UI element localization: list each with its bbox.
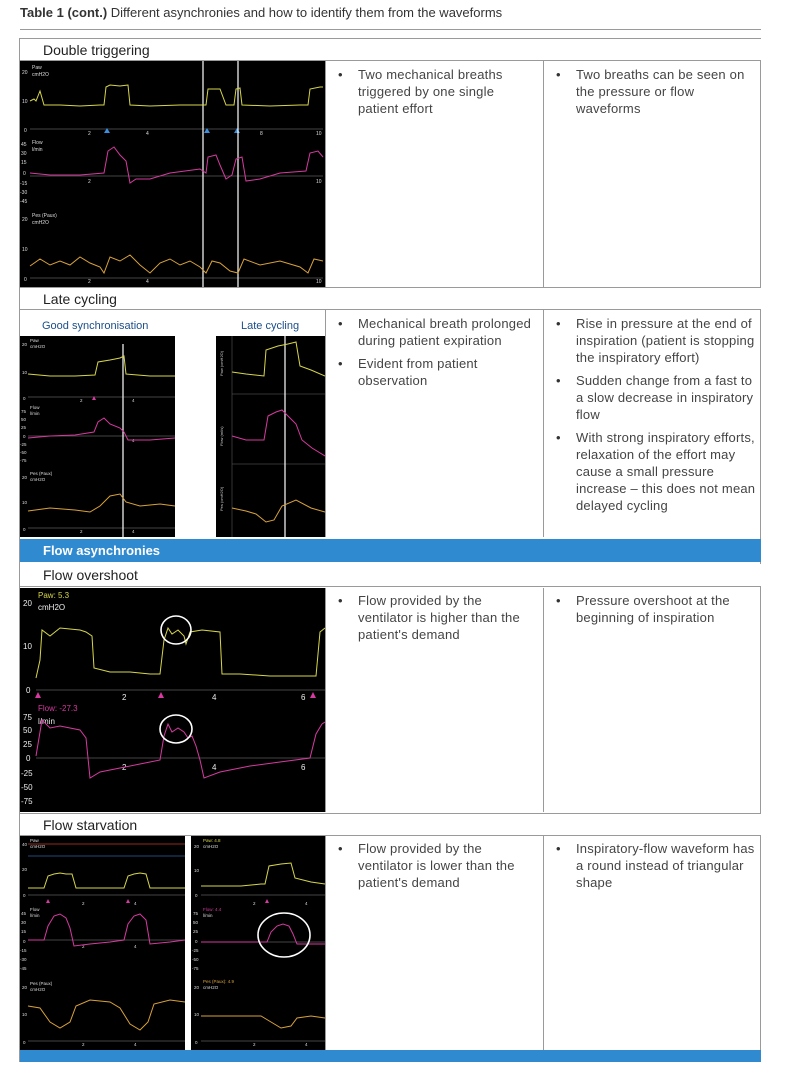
flow-tick: 0	[195, 939, 198, 944]
pes-unit: cmH2O	[203, 985, 219, 990]
x-tick: 4	[134, 901, 137, 906]
flow-tick: 25	[21, 425, 27, 430]
flow-tick: 30	[21, 151, 27, 157]
identification-item: • Rise in pressure at the end of inspiration (patient is stopping the inspiratory effort)	[554, 315, 760, 366]
x-tick: 2	[80, 529, 83, 534]
identification-item: • Two breaths can be seen on the pressure or flow waveforms	[554, 66, 758, 117]
x-tick: 4	[305, 1042, 308, 1047]
pes-label: Pes (Paux): 4.9	[203, 979, 235, 984]
waveform-flow-starvation-right	[191, 836, 325, 1050]
x-tick: 6	[301, 693, 306, 702]
flow-tick: -25	[20, 442, 27, 447]
flow-starvation-description	[336, 840, 536, 897]
flow-tick: 0	[23, 939, 26, 944]
paw-tick: 20	[22, 342, 28, 347]
caption-rule	[20, 29, 761, 30]
col-divider	[325, 310, 326, 537]
flow-unit: l/min	[30, 913, 40, 918]
paw-unit: cmH2O	[30, 344, 46, 349]
x-tick: 10	[316, 131, 322, 137]
pes-tick: 20	[22, 475, 28, 480]
x-tick: 4	[132, 438, 135, 443]
pes-tick: 10	[22, 1012, 28, 1017]
late-cycling-description	[336, 315, 536, 395]
flow-unit: l/min	[32, 147, 43, 153]
paw-unit: cmH2O	[38, 603, 66, 612]
pes-tick: 0	[24, 277, 27, 283]
flow-label: Flow (ml/s)	[219, 426, 224, 446]
paw-tick: 20	[23, 599, 32, 608]
late-cycling-identification	[554, 315, 760, 520]
pes-tick: 20	[22, 985, 28, 990]
paw-tick: 10	[194, 868, 200, 873]
waveform-flow-starvation-left	[20, 836, 185, 1050]
pes-tick: 20	[22, 217, 28, 223]
paw-label: Paw	[32, 65, 42, 71]
x-tick: 2	[88, 179, 91, 185]
paw-tick: 20	[22, 70, 28, 76]
section-header-flow-starvation	[20, 813, 761, 836]
section-header-flow-asynchronies	[20, 539, 761, 562]
pes-label: Pes (Paux)	[30, 471, 53, 476]
flow-overshoot-identification	[554, 592, 758, 632]
paw-unit: cmH2O	[203, 844, 219, 849]
x-tick: 2	[82, 1042, 85, 1047]
table-caption	[20, 5, 502, 20]
flow-tick: -45	[20, 966, 27, 971]
x-tick: 4	[134, 1042, 137, 1047]
col-divider	[325, 61, 326, 287]
pes-tick: 0	[23, 527, 26, 532]
flow-unit: l/min	[203, 913, 213, 918]
flow-tick: -15	[20, 948, 27, 953]
identification-item: • Inspiratory-flow waveform has a round instead of triangular shape	[554, 840, 758, 891]
flow-tick: -50	[20, 450, 27, 455]
x-tick: 4	[146, 131, 149, 137]
flow-tick: -50	[21, 783, 33, 792]
paw-tick: 10	[22, 370, 28, 375]
flow-tick: -25	[21, 769, 33, 778]
col-divider	[543, 61, 544, 287]
pes-tick: 10	[22, 247, 28, 253]
pes-unit: cmH2O	[30, 477, 46, 482]
pes-label: Pes (Paux)	[32, 213, 57, 219]
pes-label: Pes (cmH2O)	[219, 486, 224, 511]
paw-tick: 0	[24, 128, 27, 134]
flow-overshoot-description	[336, 592, 536, 649]
x-tick: 2	[122, 763, 127, 772]
paw-tick: 10	[22, 99, 28, 105]
flow-tick: 15	[21, 929, 27, 934]
flow-tick: 75	[21, 409, 27, 414]
paw-unit: cmH2O	[32, 72, 49, 78]
waveform-flow-overshoot	[20, 588, 325, 812]
flow-tick: 50	[21, 417, 27, 422]
flow-tick: -50	[192, 957, 199, 962]
pes-unit: cmH2O	[30, 987, 46, 992]
flow-tick: 30	[21, 920, 27, 925]
flow-tick: -30	[20, 190, 28, 196]
paw-tick: 20	[22, 867, 28, 872]
paw-label: Paw	[30, 838, 39, 843]
pes-tick: 10	[22, 500, 28, 505]
table-footer-bar	[20, 1050, 761, 1062]
flow-label: Flow: -27.3	[38, 704, 78, 713]
flow-label: Flow	[30, 405, 40, 410]
x-tick: 4	[305, 901, 308, 906]
flow-tick: -45	[20, 199, 28, 205]
paw-tick: 0	[23, 396, 26, 401]
flow-label: Flow	[32, 140, 43, 146]
x-tick: 2	[122, 693, 127, 702]
description-item: • Evident from patient observation	[336, 355, 536, 389]
paw-label: Paw	[30, 338, 39, 343]
flow-label: Flow	[30, 907, 40, 912]
paw-unit: cmH2O	[30, 844, 46, 849]
description-item: • Two mechanical breaths triggered by one single patient effort	[336, 66, 536, 117]
x-tick: 4	[212, 763, 217, 772]
caption-text: Different asynchronies and how to identify them from the waveforms	[107, 5, 503, 20]
section-title: Double triggering	[43, 42, 150, 58]
flow-tick: 50	[193, 920, 199, 925]
flow-tick: -30	[20, 957, 27, 962]
description-item: • Mechanical breath prolonged during patient expiration	[336, 315, 536, 349]
paw-tick: 0	[23, 893, 26, 898]
section-title: Flow overshoot	[43, 567, 138, 583]
flow-tick: -75	[192, 966, 199, 971]
flow-tick: 25	[23, 740, 32, 749]
identification-item: • With strong inspiratory efforts, relaxation of the effort may cause a small pressure increase – this does not mean delayed cycling	[554, 429, 760, 514]
description-item: • Flow provided by the ventilator is higher than the patient's demand	[336, 592, 536, 643]
pes-unit: cmH2O	[32, 220, 49, 226]
waveform-double-triggering	[20, 61, 325, 287]
flow-tick: 0	[26, 754, 31, 763]
double-triggering-description	[336, 66, 536, 123]
pes-tick: 0	[23, 1040, 26, 1045]
flow-tick: 15	[21, 160, 27, 166]
pes-tick: 20	[194, 985, 200, 990]
flow-tick: -15	[20, 181, 28, 187]
waveform-late-cycling	[216, 336, 325, 537]
paw-label: Paw (cmH2O)	[219, 350, 224, 376]
section-title: Flow starvation	[43, 817, 138, 833]
x-tick: 4	[132, 529, 135, 534]
paw-label: Paw: 5.3	[38, 591, 70, 600]
paw-tick: 0	[26, 686, 31, 695]
x-tick: 8	[260, 131, 263, 137]
flow-tick: -25	[192, 948, 199, 953]
flow-unit: l/min	[38, 717, 55, 726]
x-tick: 10	[316, 279, 322, 285]
pes-label: Pes (Paux)	[30, 981, 53, 986]
flow-starvation-identification	[554, 840, 758, 897]
x-tick: 6	[301, 763, 306, 772]
sub-label-good-sync: Good synchronisation	[42, 320, 149, 332]
section-header-late-cycling	[20, 288, 761, 310]
x-tick: 2	[82, 944, 85, 949]
x-tick: 4	[146, 279, 149, 285]
identification-item: • Sudden change from a fast to a slow decrease in inspiratory flow	[554, 372, 760, 423]
double-triggering-identification	[554, 66, 758, 123]
flow-tick: -75	[21, 797, 33, 806]
x-tick: 2	[80, 398, 83, 403]
pes-tick: 0	[195, 1040, 198, 1045]
flow-tick: 45	[21, 911, 27, 916]
caption-bold: Table 1 (cont.)	[20, 5, 108, 20]
paw-label: Paw: 4.8	[203, 838, 221, 843]
col-divider	[543, 836, 544, 1050]
flow-tick: 50	[23, 726, 32, 735]
col-divider	[325, 588, 326, 812]
flow-tick: -75	[20, 458, 27, 463]
section-header-double-triggering	[20, 39, 761, 61]
flow-tick: 25	[193, 929, 199, 934]
flow-tick: 75	[23, 713, 32, 722]
flow-tick: 45	[21, 142, 27, 148]
paw-tick: 20	[194, 844, 200, 849]
pes-tick: 10	[194, 1012, 200, 1017]
paw-tick: 0	[195, 893, 198, 898]
paw-tick: 10	[23, 642, 32, 651]
section-header-flow-overshoot	[20, 564, 761, 587]
x-tick: 2	[253, 1042, 256, 1047]
x-tick: 2	[88, 131, 91, 137]
section-title: Late cycling	[43, 291, 117, 307]
description-item: • Flow provided by the ventilator is lower than the patient's demand	[336, 840, 536, 891]
x-tick: 2	[82, 901, 85, 906]
x-tick: 2	[253, 901, 256, 906]
x-tick: 4	[132, 398, 135, 403]
x-tick: 4	[134, 944, 137, 949]
col-divider	[543, 588, 544, 812]
x-tick: 10	[316, 179, 322, 185]
section-title: Flow asynchronies	[43, 543, 161, 558]
flow-tick: 75	[193, 911, 199, 916]
col-divider	[543, 310, 544, 537]
paw-tick: 40	[22, 842, 28, 847]
col-divider	[325, 836, 326, 1050]
flow-tick: 0	[23, 434, 26, 439]
flow-tick: 0	[23, 171, 26, 177]
waveform-good-synchronisation	[20, 336, 175, 537]
x-tick: 2	[88, 279, 91, 285]
flow-unit: l/min	[30, 411, 40, 416]
identification-item: • Pressure overshoot at the beginning of inspiration	[554, 592, 758, 626]
sub-label-late-cycling: Late cycling	[241, 320, 300, 332]
x-tick: 4	[212, 693, 217, 702]
flow-label: Flow: 4.4	[203, 907, 222, 912]
